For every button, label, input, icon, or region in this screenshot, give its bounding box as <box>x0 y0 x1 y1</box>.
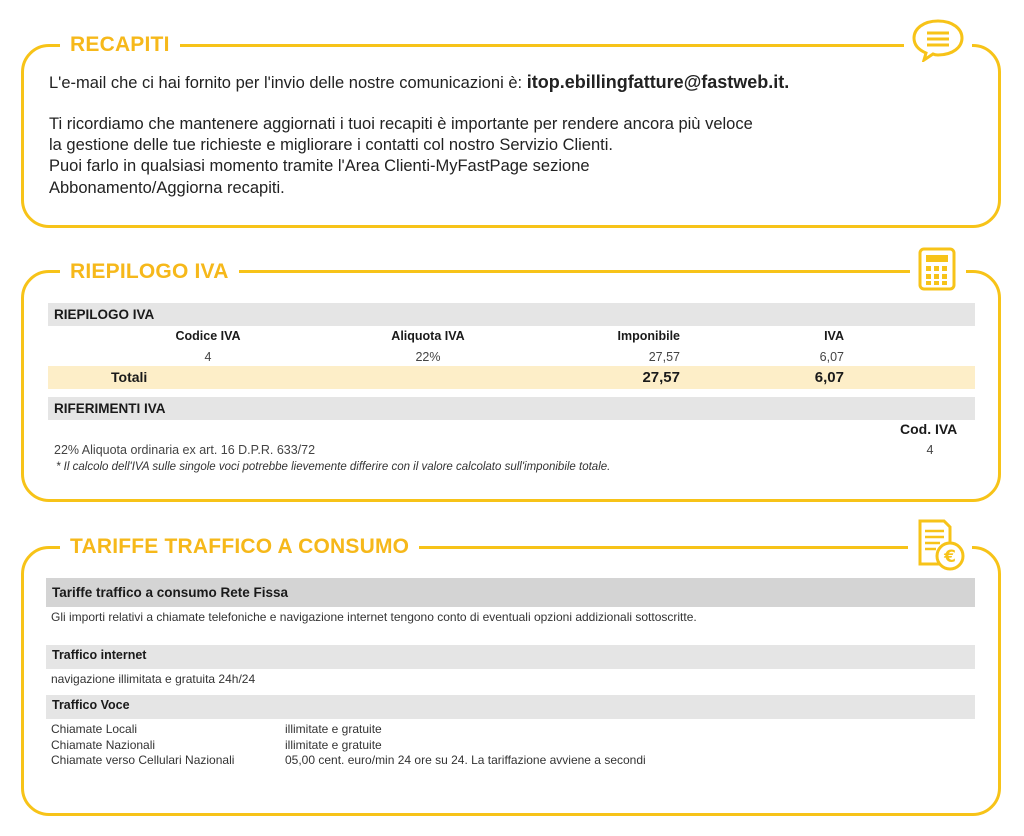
voce-value-1: illimitate e gratuite <box>285 722 382 736</box>
internet-title: Traffico internet <box>52 648 147 662</box>
voce-title: Traffico Voce <box>52 698 130 712</box>
chat-icon <box>904 18 972 67</box>
header-aliquota-iva: Aliquota IVA <box>391 329 465 343</box>
invoice-euro-icon <box>908 518 972 577</box>
tariffe-title: TARIFFE TRAFFICO A CONSUMO <box>70 535 410 558</box>
voce-label-2: Chiamate Nazionali <box>51 738 156 752</box>
recapiti-para-line-3: Puoi farlo in qualsiasi momento tramite l'Area Clienti-MyFastPage sezione <box>49 157 590 175</box>
iva-note: * Il calcolo dell'IVA sulle singole voci potrebbe lievemente differire con il valore calcolato sull'imponibile totale. <box>56 461 611 473</box>
cell-iva: 6,07 <box>819 350 844 364</box>
iva-header-line <box>247 270 910 273</box>
recapiti-header-line <box>186 44 908 47</box>
recapiti-para-line-1: Ti ricordiamo che mantenere aggiornati i tuoi recapiti è importante per rendere ancora più veloce <box>49 115 753 133</box>
recapiti-para-line-2: la gestione delle tue richieste e migliorare i contatti col nostro Servizio Clienti. <box>49 136 614 154</box>
tariffe-intro: Gli importi relativi a chiamate telefoniche e navigazione internet tengono conto di eventuali opzioni addizionali sottoscritte. <box>51 610 697 624</box>
header-codice-iva: Codice IVA <box>175 329 241 343</box>
tariffe-header-line <box>426 546 910 549</box>
ref-code: 4 <box>926 443 934 457</box>
iva-table-title: RIEPILOGO IVA <box>54 307 155 322</box>
iva-ref-title-bar <box>48 397 975 420</box>
internet-bar <box>46 645 975 669</box>
cell-codice-iva: 4 <box>204 350 212 364</box>
voce-value-2: illimitate e gratuite <box>285 738 382 752</box>
voce-label-3: Chiamate verso Cellulari Nazionali <box>51 753 235 767</box>
internet-text: navigazione illimitata e gratuita 24h/24 <box>51 672 256 686</box>
recapiti-para-line-4: Abbonamento/Aggiorna recapiti. <box>49 179 285 197</box>
header-cod-iva: Cod. IVA <box>900 421 958 437</box>
recapiti-header <box>60 30 180 60</box>
totals-iva: 6,07 <box>814 369 844 386</box>
svg-text:€: € <box>944 547 956 567</box>
iva-ref-title: RIFERIMENTI IVA <box>54 401 166 416</box>
email-line <box>49 72 789 94</box>
calculator-icon <box>910 246 966 297</box>
totals-imponibile: 27,57 <box>642 369 680 386</box>
iva-title: RIEPILOGO IVA <box>70 260 229 283</box>
totals-label: Totali <box>111 369 148 385</box>
tariffe-header <box>60 532 419 562</box>
cell-aliquota-iva: 22% <box>415 350 441 364</box>
recapiti-title: RECAPITI <box>70 33 170 56</box>
header-imponibile: Imponibile <box>617 329 680 343</box>
voce-bar <box>46 695 975 719</box>
header-iva: IVA <box>824 329 844 343</box>
iva-header <box>60 257 239 287</box>
voce-value-3: 05,00 cent. euro/min 24 ore su 24. La tariffazione avviene a secondi <box>285 753 646 767</box>
cell-imponibile: 27,57 <box>648 350 680 364</box>
email-intro: L'e-mail che ci hai fornito per l'invio delle nostre comunicazioni è: <box>49 74 527 92</box>
ref-text: 22% Aliquota ordinaria ex art. 16 D.P.R. 633/72 <box>54 443 316 457</box>
tariffe-main-title: Tariffe traffico a consumo Rete Fissa <box>52 585 289 600</box>
voce-label-1: Chiamate Locali <box>51 722 138 736</box>
iva-table-title-bar <box>48 303 975 326</box>
email-address[interactable]: itop.ebillingfatture@fastweb.it. <box>526 72 790 92</box>
